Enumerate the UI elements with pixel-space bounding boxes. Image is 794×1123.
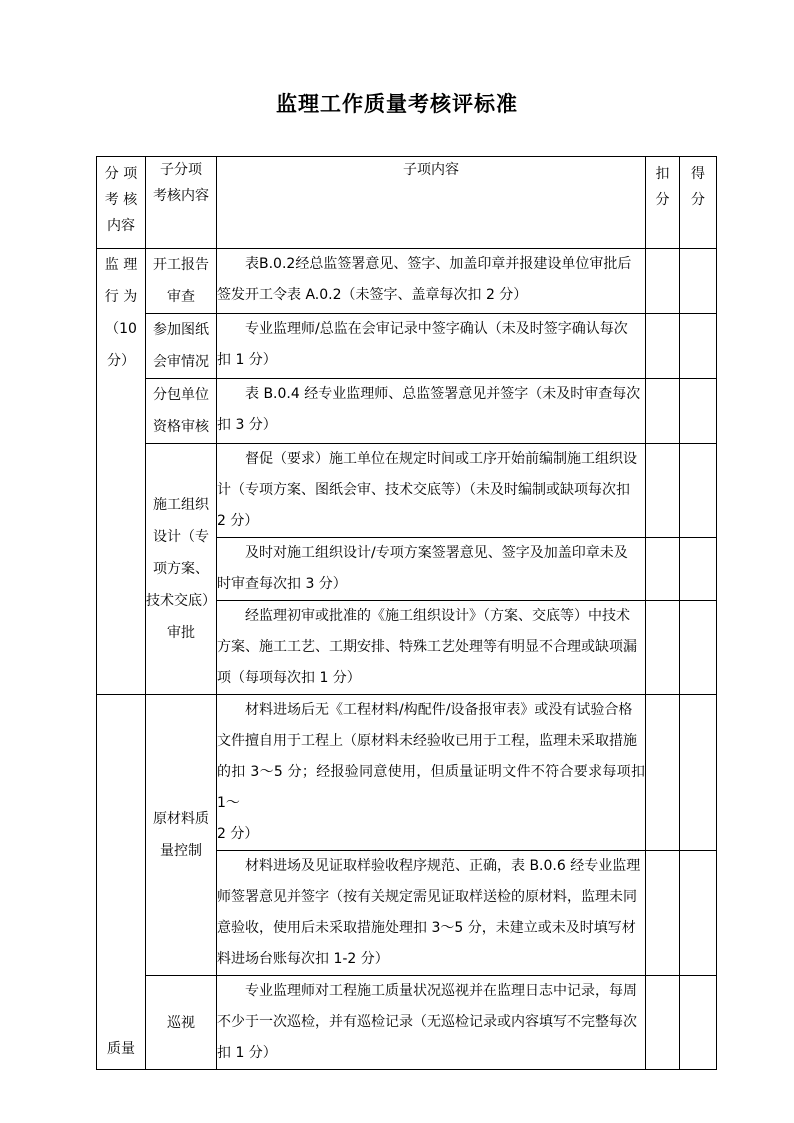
score-cell[interactable] <box>680 538 717 601</box>
header-deduct: 扣 分 <box>646 157 680 249</box>
item-content: 及时对施工组织设计/专项方案签署意见、签字及加盖印章未及 时审查每次扣 3 分） <box>217 538 646 601</box>
header-score: 得 分 <box>680 157 717 249</box>
sub-item-subcontractor-qualification: 分包单位 资格审核 <box>146 379 217 444</box>
table-row <box>97 379 717 444</box>
item-content: 材料进场后无《工程材料/构配件/设备报审表》或没有试验合格 文件擅自用于工程上（原材料未经验收已用于工程，监理未采取措施 的扣 3～5 分；经报验同意使用，但质量证明文件不符合要求每项扣 1～ 2 分） <box>217 695 646 851</box>
item-content: 经监理初审或批准的《施工组织设计》（方案、交底等）中技术 方案、施工工艺、工期安排、特殊工艺处理等有明显不合理或缺项漏 项（每项每次扣 1 分） <box>217 601 646 695</box>
deduct-cell[interactable] <box>646 249 680 314</box>
table-row <box>97 249 717 314</box>
deduct-cell[interactable] <box>646 601 680 695</box>
deduct-cell[interactable] <box>646 538 680 601</box>
page-title: 监理工作质量考核评标准 <box>276 91 518 116</box>
score-cell[interactable] <box>680 851 717 976</box>
score-cell[interactable] <box>680 379 717 444</box>
assessment-table <box>96 156 717 1070</box>
score-cell[interactable] <box>680 444 717 538</box>
sub-item-start-report: 开工报告 审查 <box>146 249 217 314</box>
header-sub-item: 子分项 考核内容 <box>146 157 217 249</box>
header-content: 子项内容 <box>217 157 646 249</box>
sub-item-raw-material-quality: 原材料质 量控制 <box>146 695 217 976</box>
deduct-cell[interactable] <box>646 695 680 851</box>
deduct-cell[interactable] <box>646 379 680 444</box>
deduct-cell[interactable] <box>646 314 680 379</box>
sub-item-patrol: 巡视 <box>146 976 217 1070</box>
item-content: 专业监理师对工程施工质量状况巡视并在监理日志中记录，每周 不少于一次巡检，并有巡检记录（无巡检记录或内容填写不完整每次 扣 1 分） <box>217 976 646 1070</box>
table-row <box>97 976 717 1070</box>
score-cell[interactable] <box>680 976 717 1070</box>
score-cell[interactable] <box>680 601 717 695</box>
item-content: 材料进场及见证取样验收程序规范、正确，表 B.0.6 经专业监理 师签署意见并签字（按有关规定需见证取样送检的原材料，监理未同 意验收，使用后未采取措施处理扣 3～5 分，未建立或未及时填写材 料进场台账每次扣 1-2 分） <box>217 851 646 976</box>
sub-item-construction-design-approval: 施工组织 设计（专 项方案、 技术交底） 审批 <box>146 444 217 695</box>
item-content: 督促（要求）施工单位在规定时间或工序开始前编制施工组织设 计（专项方案、图纸会审、技术交底等）（未及时编制或缺项每次扣 2 分） <box>217 444 646 538</box>
item-content: 专业监理师/总监在会审记录中签字确认（未及时签字确认每次 扣 1 分） <box>217 314 646 379</box>
deduct-cell[interactable] <box>646 851 680 976</box>
category-supervision-behavior: 监 理 行 为 （10 分） <box>97 249 146 695</box>
category-quality: 质量 <box>97 695 146 1070</box>
header-category: 分 项 考 核 内容 <box>97 157 146 249</box>
score-cell[interactable] <box>680 249 717 314</box>
table-row <box>97 444 717 538</box>
deduct-cell[interactable] <box>646 444 680 538</box>
item-content: 表 B.0.4 经专业监理师、总监签署意见并签字（未及时审查每次 扣 3 分） <box>217 379 646 444</box>
sub-item-drawing-review: 参加图纸 会审情况 <box>146 314 217 379</box>
table-row <box>97 695 717 851</box>
score-cell[interactable] <box>680 314 717 379</box>
deduct-cell[interactable] <box>646 976 680 1070</box>
item-content: 表B.0.2经总监签署意见、签字、加盖印章并报建设单位审批后 签发开工令表 A.0.2（未签字、盖章每次扣 2 分） <box>217 249 646 314</box>
table-row <box>97 314 717 379</box>
header-row <box>97 157 717 249</box>
score-cell[interactable] <box>680 695 717 851</box>
